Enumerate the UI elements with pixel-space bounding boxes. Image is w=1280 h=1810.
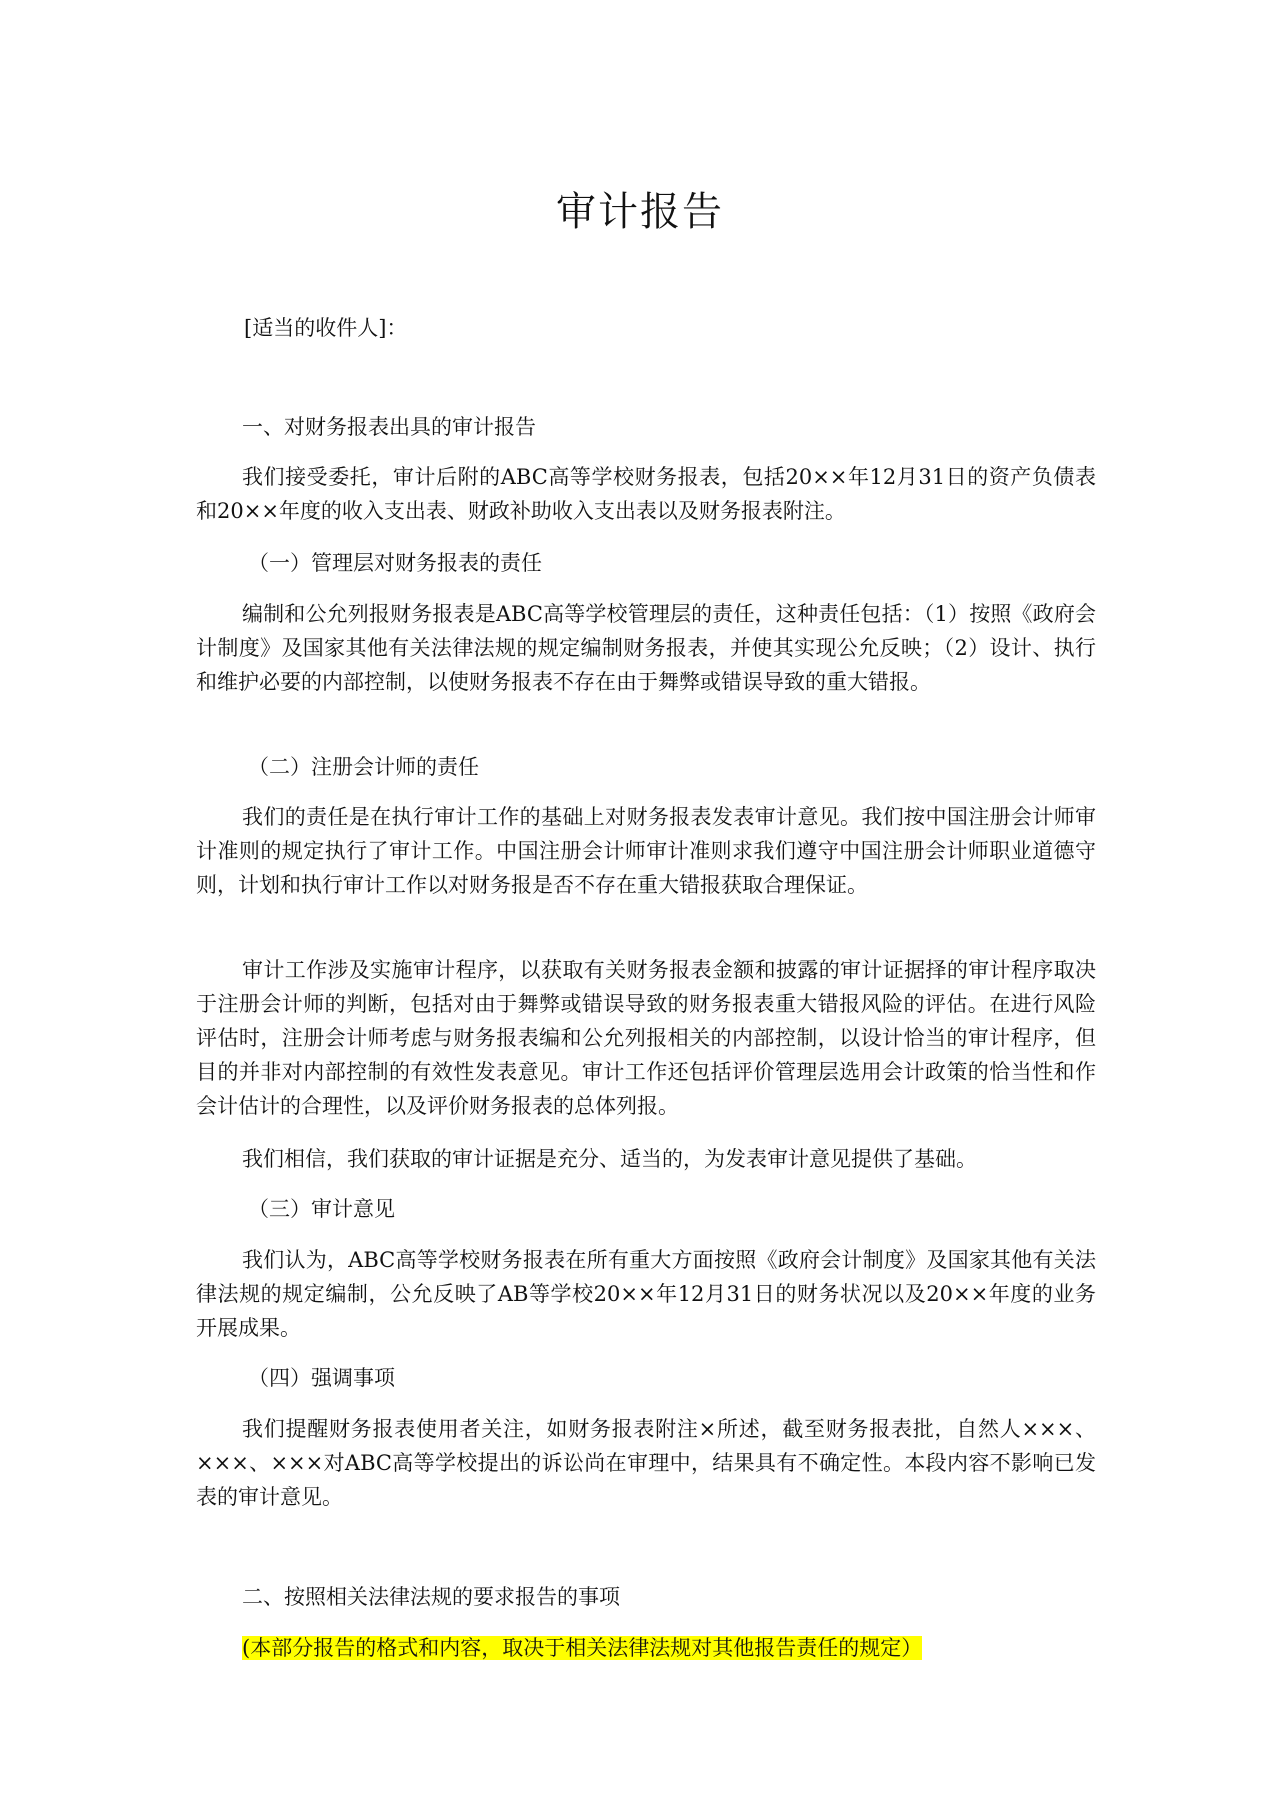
sub2-heading-block bbox=[196, 750, 1096, 784]
section1-heading-block bbox=[196, 410, 1096, 444]
sub3-heading-block bbox=[196, 1192, 1096, 1226]
sub4-heading-block bbox=[196, 1361, 1096, 1395]
sub4-text-block bbox=[196, 1412, 1096, 1514]
addressee: [适当的收件人]： bbox=[244, 316, 408, 340]
section1-heading: 一、对财务报表出具的审计报告 bbox=[242, 415, 536, 439]
sub1-text-block bbox=[196, 597, 1096, 699]
section2-note-wrap bbox=[196, 1631, 1096, 1665]
sub3-text: 我们认为，ABC高等学校财务报表在所有重大方面按照《政府会计制度》及国家其他有关法律法规的规定编制，公允反映了AB等学校20××年12月31日的财务状况以及20××年度的业务开展成果。 bbox=[196, 1248, 1096, 1340]
sub3-heading: （三）审计意见 bbox=[248, 1197, 395, 1221]
sub1-heading: （一）管理层对财务报表的责任 bbox=[248, 551, 542, 575]
sub2-text2: 审计工作涉及实施审计程序，以获取有关财务报表金额和披露的审计证据择的审计程序取决于注册会计师的判断，包括对由于舞弊或错误导致的财务报表重大错报风险的评估。在进行风险评估时，注册会计师考虑与财务报表编和公允列报相关的内部控制，以设计恰当的审计程序，但目的并非对内部控制的有效性发表意见。审计工作还包括评价管理层选用会计政策的恰当性和作会计估计的合理性，以及评价财务报表的总体列报。 bbox=[196, 958, 1096, 1118]
sub2-text3-block bbox=[196, 1142, 1096, 1176]
document-title: 审计报告 bbox=[556, 189, 724, 235]
section1-intro-block bbox=[196, 460, 1096, 528]
sub2-text2-block bbox=[196, 953, 1096, 1123]
section2-note: (本部分报告的格式和内容，取决于相关法律法规对其他报告责任的规定） bbox=[242, 1636, 923, 1660]
sub4-heading: （四）强调事项 bbox=[248, 1366, 395, 1390]
sub2-heading: （二）注册会计师的责任 bbox=[248, 755, 479, 779]
sub2-text1-block bbox=[196, 800, 1096, 902]
section2-heading-block bbox=[196, 1580, 1096, 1614]
section2-note-block bbox=[196, 1631, 1096, 1665]
sub3-text-block bbox=[196, 1243, 1096, 1345]
sub1-text: 编制和公允列报财务报表是ABC高等学校管理层的责任，这种责任包括：（1）按照《政府会计制度》及国家其他有关法律法规的规定编制财务报表，并使其实现公允反映；（2）设计、执行和维护必要的内部控制，以使财务报表不存在由于舞弊或错误导致的重大错报。 bbox=[196, 602, 1096, 694]
section1-intro: 我们接受委托，审计后附的ABC高等学校财务报表，包括20××年12月31日的资产负债表和20××年度的收入支出表、财政补助收入支出表以及财务报表附注。 bbox=[196, 465, 1096, 523]
section2-heading: 二、按照相关法律法规的要求报告的事项 bbox=[242, 1585, 620, 1609]
sub2-text1: 我们的责任是在执行审计工作的基础上对财务报表发表审计意见。我们按中国注册会计师审计准则的规定执行了审计工作。中国注册会计师审计准则求我们遵守中国注册会计师职业道德守则，计划和执行审计工作以对财务报是否不存在重大错报获取合理保证。 bbox=[196, 805, 1096, 897]
sub2-text3: 我们相信，我们获取的审计证据是充分、适当的，为发表审计意见提供了基础。 bbox=[242, 1147, 977, 1171]
sub4-text: 我们提醒财务报表使用者关注，如财务报表附注×所述，截至财务报表批，自然人×××、×××、×××对ABC高等学校提出的诉讼尚在审理中，结果具有不确定性。本段内容不影响已发表的审计意见。 bbox=[196, 1417, 1096, 1509]
sub1-heading-block bbox=[196, 546, 1096, 580]
